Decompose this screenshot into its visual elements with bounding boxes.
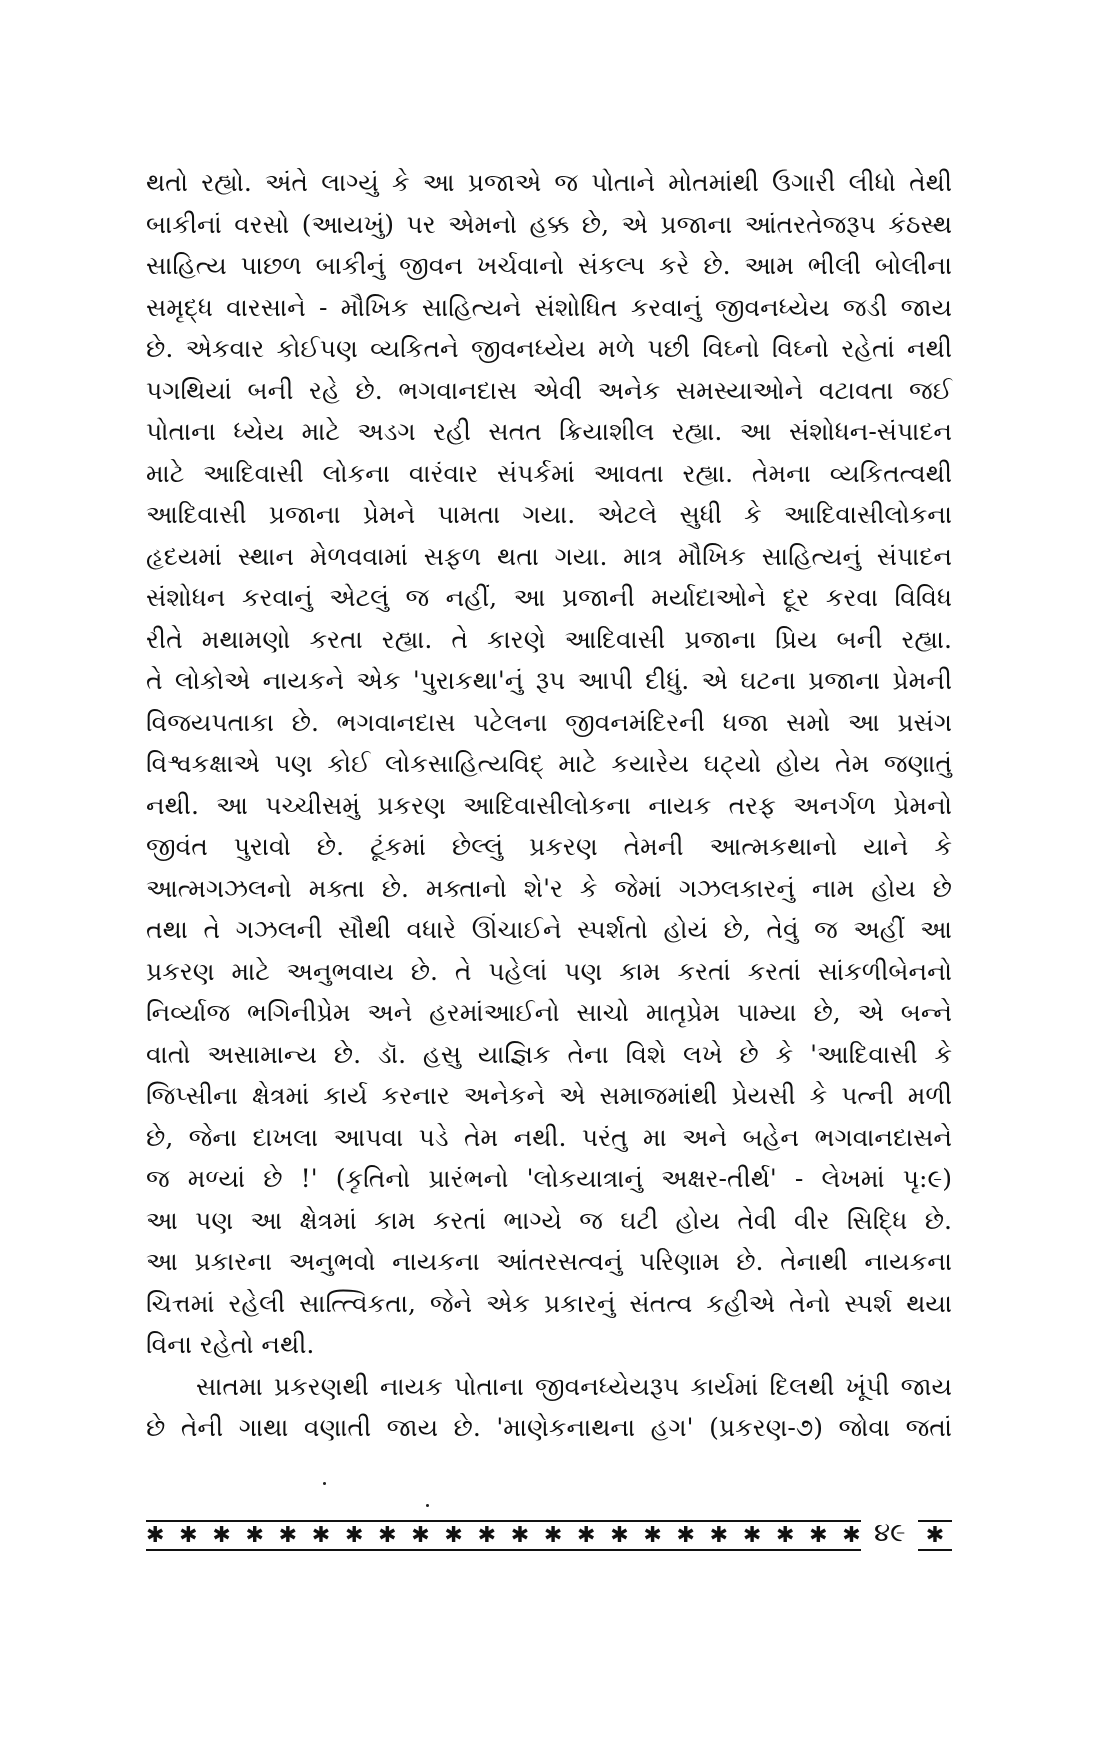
ornament-star-icon: ✱: [676, 1522, 695, 1548]
ornament-star-icon: ✱: [742, 1522, 762, 1548]
text-line: આદિવાસી પ્રજાના પ્રેમને પામતા ગયા. એટલે સુધી કે આદિવાસીલોકના: [146, 500, 952, 529]
ornament-star-icon: ✱: [842, 1522, 861, 1548]
ornament-star-icon: ✱: [245, 1522, 264, 1548]
text-line: જિપ્સીના ક્ષેત્રમાં કાર્ય કરનાર અનેકને એ સમાજમાંથી પ્રેયસી કે પત્ની મળી: [146, 1081, 952, 1110]
text-line: નથી. આ પચ્ચીસમું પ્રકરણ આદિવાસીલોકના નાયક તરફ અનર્ગળ પ્રેમનો: [146, 790, 952, 820]
text-line: પ્રકરણ માટે અનુભવાય છે. તે પહેલાં પણ કામ કરતાં કરતાં સાંકળીબેનનો: [146, 956, 952, 986]
ornament-star-icon: ✱: [809, 1522, 828, 1548]
text-line: વિશ્વકક્ષાએ પણ કોઈ લોકસાહિત્યવિદ્ માટે કયારેય ઘટ્યો હોય તેમ જણાતું: [146, 749, 952, 778]
text-line: વિજયપતાકા છે. ભગવાનદાસ પટેલના જીવનમંદિરની ધજા સમો આ પ્રસંગ: [146, 707, 952, 737]
text-line: સંશોધન કરવાનું એટલું જ નહીં, આ પ્રજાની મર્યાદાઓને દૂર કરવા વિવિધ: [146, 583, 952, 612]
ornament-star-icon: ✱: [444, 1522, 463, 1548]
ornament-star-icon: ✱: [311, 1522, 331, 1548]
text-line: છે તેની ગાથા વણાતી જાય છે. 'માણેકનાથના હગ' (પ્રકરણ-૭) જોવા જતાં: [146, 1413, 952, 1442]
print-speck: [323, 1482, 326, 1485]
page-footer: [146, 1510, 952, 1550]
text-line: આત્મગઝલનો મક્તા છે. મક્તાનો શે'ર કે જેમાં ગઝલકારનું નામ હોય છે: [146, 873, 952, 903]
ornament-star-icon: ✱: [179, 1522, 198, 1548]
text-line: માટે આદિવાસી લોકના વારંવાર સંપર્કમાં આવતા રહ્યા. તેમના વ્યકિતત્વથી: [146, 458, 952, 488]
ornament-star-icon: ✱: [344, 1522, 364, 1548]
text-line: બાકીનાં વરસો (આયખું) પર એમનો હક્ક છે, એ પ્રજાના આંતરતેજરૂપ કંઠસ્થ: [146, 209, 952, 239]
text-line: સમૃદ્ધ વારસાને - મૌખિક સાહિત્યને સંશોધિત કરવાનું જીવનધ્યેય જડી જાય: [146, 292, 952, 322]
text-line: જીવંત પુરાવો છે. ટૂંકમાં છેલ્લું પ્રકરણ તેમની આત્મકથાનો યાને કે: [146, 832, 952, 861]
ornament-star-icon: ✱: [411, 1522, 430, 1548]
ornament-star-icon: ✱: [577, 1522, 596, 1548]
paragraph-end-line: વિના રહેતો નથી.: [146, 1330, 315, 1359]
footer-ornament-band: [146, 1520, 861, 1551]
text-line: જ મળ્યાં છે !' (કૃતિનો પ્રારંભનો 'લોકયાત્રાનું અક્ષર-તીર્થ' - લેખમાં પૃ:૯): [146, 1164, 952, 1193]
ornament-star-icon: ✱: [477, 1522, 496, 1548]
ornament-star-icon: ✱: [212, 1522, 231, 1548]
text-line: તે લોકોએ નાયકને એક 'પુરાકથા'નું રૂપ આપી દીધું. એ ઘટના પ્રજાના પ્રેમની: [146, 666, 952, 695]
print-speck: [426, 1504, 429, 1507]
text-line: પગથિયાં બની રહે છે. ભગવાનદાસ એવી અનેક સમસ્યાઓને વટાવતા જઈ: [146, 375, 952, 405]
text-line: છે. એકવાર કોઈપણ વ્યકિતને જીવનધ્યેય મળે પછી વિઘ્નો વિઘ્નો રહેતાં નથી: [146, 334, 952, 363]
text-line: થતો રહ્યો. અંતે લાગ્યું કે આ પ્રજાએ જ પોતાને મોતમાંથી ઉગારી લીધો તેથી: [146, 168, 952, 197]
footer-end-ornament: ✱: [918, 1520, 952, 1551]
text-line: રીતે મથામણો કરતા રહ્યા. તે કારણે આદિવાસી પ્રજાના પ્રિય બની રહ્યા.: [146, 624, 952, 654]
ornament-star-icon: ✱: [543, 1522, 563, 1548]
ornament-star-icon: ✱: [610, 1522, 629, 1548]
ornament-star-icon: ✱: [378, 1522, 397, 1548]
text-line: તથા તે ગઝલની સૌથી વધારે ઊંચાઈને સ્પર્શતો હોયં છે, તેવું જ અહીં આ: [146, 915, 952, 944]
text-line: છે, જેના દાખલા આપવા પડે તેમ નથી. પરંતુ મા અને બહેન ભગવાનદાસને: [146, 1122, 952, 1152]
text-line: સાહિત્ય પાછળ બાકીનું જીવન ખર્ચવાનો સંકલ્પ કરે છે. આમ ભીલી બોલીના: [146, 251, 952, 280]
ornament-star-icon: ✱: [278, 1522, 298, 1548]
text-line: હૃદયમાં સ્થાન મેળવવામાં સફળ થતા ગયા. માત્ર મૌખિક સાહિત્યનું સંપાદન: [146, 541, 952, 571]
text-line: પોતાના ધ્યેય માટે અડગ રહી સતત ક્રિયાશીલ રહ્યા. આ સંશોધન-સંપાદન: [146, 417, 952, 446]
ornament-star-icon: ✱: [146, 1522, 165, 1548]
ornament-star-icon: ✱: [510, 1522, 530, 1548]
page-number: ૪૯: [874, 1518, 906, 1548]
text-line: નિર્વ્યાજ ભગિનીપ્રેમ અને હરમાંઆઈનો સાચો માતૃપ્રેમ પામ્યા છે, એ બન્ને: [146, 998, 952, 1027]
ornament-star-icon: ✱: [643, 1522, 662, 1548]
ornament-star-icon: ✱: [709, 1522, 729, 1548]
ornament-star-icon: ✱: [775, 1522, 795, 1548]
body-text: [146, 162, 952, 1449]
text-line: વાતો અસામાન્ય છે. ડૉ. હસુ યાજ્ઞિક તેના વિશે લખે છે કે 'આદિવાસી કે: [146, 1039, 952, 1069]
text-line: આ પણ આ ક્ષેત્રમાં કામ કરતાં ભાગ્યે જ ઘટી હોય તેવી વીર સિદ્ધિ છે.: [146, 1205, 952, 1235]
text-line: ચિત્તમાં રહેલી સાત્ત્વિકતા, જેને એક પ્રકારનું સંતત્વ કહીએ તેનો સ્પર્શ થયા: [146, 1288, 952, 1318]
text-line: આ પ્રકારના અનુભવો નાયકના આંતરસત્વનું પરિણામ છે. તેનાથી નાયકના: [146, 1247, 952, 1276]
paragraph-start-line: સાતમા પ્રકરણથી નાયક પોતાના જીવનધ્યેયરૂપ કાર્યમાં દિલથી ખૂંપી જાય: [196, 1371, 952, 1401]
